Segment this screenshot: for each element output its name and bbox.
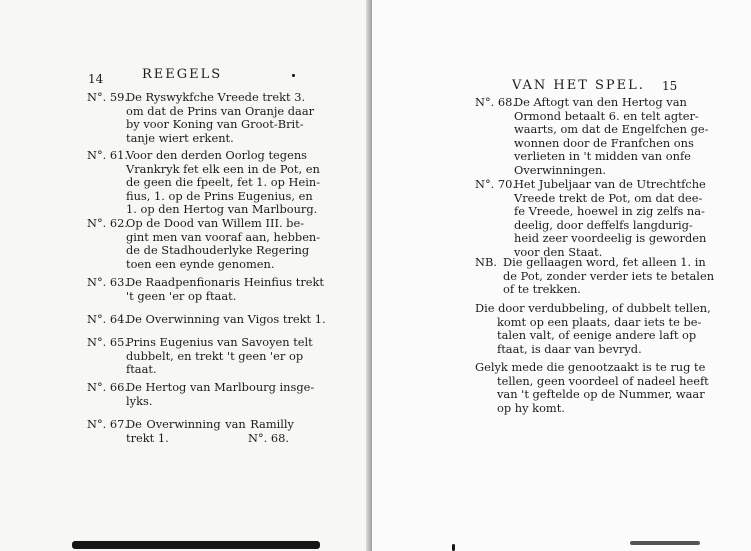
entry-number: N°. 65.: [87, 335, 129, 349]
entry-line: Vrankryk fet elk een in de Pot, en: [126, 161, 320, 176]
paragraph-line: talen valt, of eenige andere laft op: [497, 328, 697, 343]
entry-line: om dat de Prins van Oranje daar: [126, 103, 315, 118]
page-number: 15: [662, 79, 678, 93]
entry-number: N°. 64.: [87, 312, 129, 326]
entry-line: 1. op den Hertog van Marlbourg.: [126, 202, 318, 217]
entry-number: NB.: [475, 255, 497, 269]
entry-number: N°. 67.: [87, 417, 129, 431]
entry-line: toen een eynde genomen.: [126, 256, 275, 271]
entry-line: Overwinningen.: [514, 162, 606, 177]
entry-line: Ormond betaalt 6. en telt agter-: [514, 108, 699, 123]
entry-line: Die gellaagen word, fet alleen 1. in: [503, 255, 706, 269]
entry-line: de de Stadhouderlyke Regering: [126, 243, 310, 258]
paragraph-counting-back: [475, 360, 709, 415]
entry-line: wonnen door de Franfchen ons: [514, 135, 694, 150]
scan-edge-mark: [452, 544, 455, 551]
catchword: N°. 68.: [248, 431, 290, 445]
entry-number: N°. 70.: [475, 177, 517, 191]
entry-number: N°. 61.: [87, 148, 129, 162]
entry-line: De Hertog van Marlbourg insge-: [126, 380, 315, 394]
paragraph-line: Die door verdubbeling, of dubbelt tellen,: [475, 301, 711, 315]
running-head: REEGELS: [142, 67, 223, 82]
ink-speck: [292, 74, 295, 77]
scan-edge-mark: [630, 541, 700, 545]
entry-line: de Pot, zonder verder iets te betalen: [503, 268, 715, 283]
entry-line: lyks.: [126, 393, 153, 408]
entry-line: de geen die fpeelt, fet 1. op Hein-: [126, 175, 321, 190]
entry-line: gint men van vooraf aan, hebben-: [126, 229, 321, 244]
entry-line: De Overwinning van Ramilly: [126, 417, 294, 431]
running-head: VAN HET SPEL.: [512, 78, 645, 93]
entry-line: by voor Koning van Groot-Brit-: [126, 117, 304, 132]
entry-line: De Aftogt van den Hertog van: [514, 95, 687, 109]
entry-line: Op de Dood van Willem III. be-: [126, 216, 305, 230]
paragraph-line: Gelyk mede die genootzaakt is te rug te: [475, 360, 706, 374]
entry-line: 't geen 'er op ftaat.: [126, 288, 237, 303]
entry-number: N°. 63.: [87, 275, 129, 289]
entry-line: trekt 1.: [126, 430, 169, 445]
paragraph-doubling: [475, 301, 711, 356]
entry-line: voor den Staat.: [514, 244, 603, 259]
entry-line: De Ryswykfche Vreede trekt 3.: [126, 90, 306, 104]
entry-line: De Overwinning van Vigos trekt 1.: [126, 312, 326, 326]
entry-line: tanje wiert erkent.: [126, 130, 234, 145]
entry-number: N°. 68.: [475, 95, 517, 109]
paragraph-line: komt op een plaats, daar iets te be-: [497, 314, 702, 329]
entry-number: N°. 62.: [87, 216, 129, 230]
paragraph-line: ftaat, is daar van bevryd.: [497, 341, 642, 356]
paragraph-line: van 't geftelde op de Nummer, waar: [497, 387, 705, 402]
entry-line: Prins Eugenius van Savoyen telt: [126, 335, 313, 349]
entry-line: ftaat.: [126, 362, 157, 377]
entry-line: heid zeer voordeelig is geworden: [514, 231, 707, 246]
scan-edge-shadow: [72, 541, 320, 549]
page-number: 14: [88, 72, 104, 86]
entry-line: of te trekken.: [503, 282, 581, 297]
entry-line: fius, 1. op de Prins Eugenius, en: [126, 188, 313, 203]
entry-line: Vreede trekt de Pot, om dat dee-: [514, 190, 703, 205]
entry-line: Het Jubeljaar van de Utrechtfche: [514, 177, 706, 191]
entry-number: N°. 66.: [87, 380, 129, 394]
entry-line: verlieten in 't midden van onfe: [514, 149, 691, 164]
paragraph-line: op hy komt.: [497, 400, 565, 415]
right-page: [372, 0, 751, 551]
entry-line: deelig, door deffelfs langdurig-: [514, 217, 693, 232]
left-page: [0, 0, 372, 551]
entry-line: fe Vreede, hoewel in zig zelfs na-: [514, 204, 705, 219]
entry-line: De Raadpenfionaris Heinfius trekt: [126, 275, 325, 289]
entry-line: Voor den derden Oorlog tegens: [126, 148, 308, 162]
entry-number: N°. 59.: [87, 90, 129, 104]
paragraph-line: tellen, geen voordeel of nadeel heeft: [497, 373, 709, 388]
entry-line: dubbelt, en trekt 't geen 'er op: [126, 348, 304, 363]
entry-line: waarts, om dat de Engelfchen ge-: [514, 122, 709, 137]
